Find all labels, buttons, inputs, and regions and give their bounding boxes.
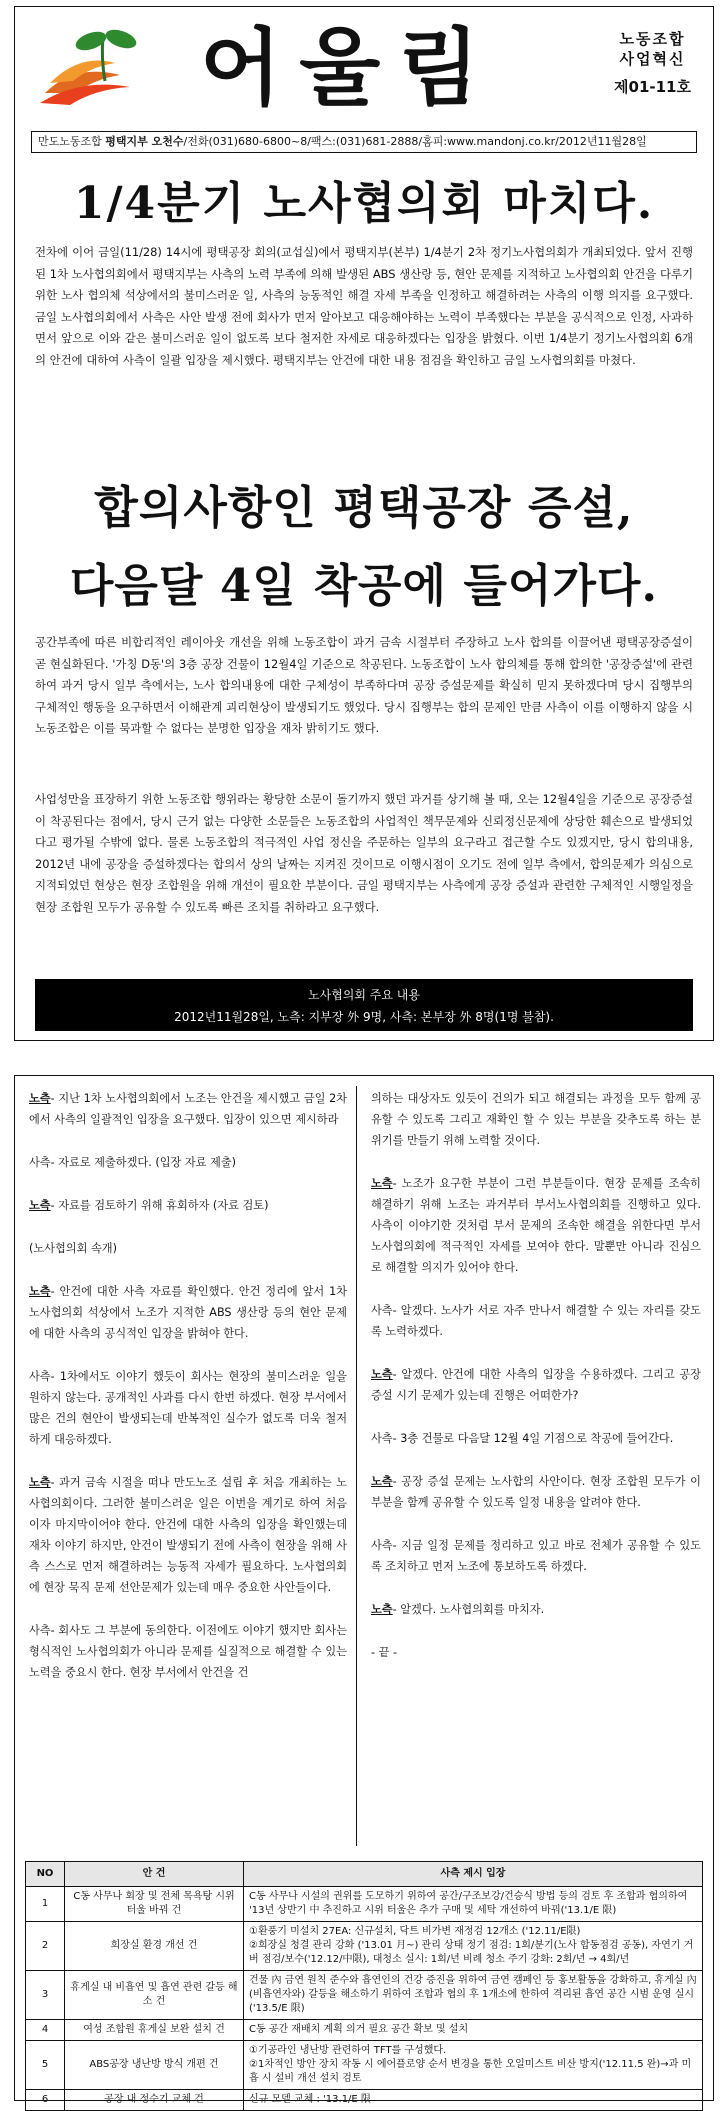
table-row [26,2041,703,2090]
speaker-label: 노측 [29,1092,51,1105]
info-prefix: 만도노동조합 [38,135,106,148]
headline-1: 1/4분기 노사협의회 마치다. [73,178,655,229]
minutes-text: - 자료를 검토하기 위해 휴회하자 (자료 검토) [50,1199,269,1212]
minutes-text: (노사협의회 속개) [29,1242,117,1255]
agenda-no: 3 [26,1971,65,2020]
contact-info-bar [31,131,697,153]
minutes-entry [371,1535,701,1577]
newsletter-page-1 [14,6,714,1041]
speaker-label: 노측 [371,1177,393,1190]
agenda-table-body [26,1887,703,2111]
agenda-item: 공장 내 정수기 교체 건 [65,2090,244,2111]
agenda-no: 6 [26,2090,65,2111]
article-paragraph-2: 공간부족에 따른 비합리적인 레이아웃 개선을 위해 노동조합이 과거 금속 시절부터 주장하고 노사 합의를 이끌어낸 평택공장증설이 곧 현실화된다. '가칭 D동'의 3층 공장 건물이 12월4일 기준으로 착공된다. 노동조합이 노사 합의체를 통해 합의한 '공장증설'에 관련하여 과거 당시 일부 측에서는, 노사 합의내용에 대한 구체성이 부족하다며 공장 증설문제를 확실히 믿지 못하겠다며 당시 집행부의 구체적인 행동을 요구하면서 이해관계 괴리현상이 발생되기도 했었다. 당시 집행부는 합의 문제인 만큼 사측이 이를 이행하지 않을 시 노동조합은 이를 묵과할 수 없다는 분명한 입장을 재차 밝히기도 했다. [35,635,693,735]
minutes-entry [29,1238,347,1259]
minutes-entry [371,1300,701,1342]
minutes-entry [29,1472,347,1598]
header-position: 사측 제시 입장 [244,1862,703,1887]
agenda-table-header [26,1862,703,1887]
agenda-position: C동 사무나 시설의 권위를 도모하기 위하여 공간/구조보강/건승식 방법 등의 검토 후 조합과 협의하여 '13년 상반기 中 추진하고 시위 터울은 추가 구매 및 세탁 개선하여 바꿔('13.1/E 限) [244,1887,703,1922]
header-item: 안 건 [65,1862,244,1887]
meeting-summary-box [35,979,693,1031]
speaker-label: 노측 [371,1603,393,1616]
minutes-text: 사측- 자료로 제출하겠다. (입장 자료 제출) [29,1156,237,1169]
minutes-text: 사측- 1차에서도 이야기 했듯이 회사는 현장의 불미스러운 일을 원하지 않는다. 공개적인 사과를 다시 한번 하겠다. 현장 부서에서 많은 건의 현안이 발생되는데 반복적인 실수가 없도록 더욱 철저하게 대응하겠다. [29,1370,347,1446]
info-contact: /전화(031)680-6800~8/팩스:(031)681-2888/홈피:www.mandonj.co.kr/2012년11월28일 [183,135,647,148]
minutes-entry [29,1088,347,1130]
minutes-entry [29,1620,347,1683]
agenda-position: 신규 모델 교체 : '13.1/E 限 [244,2090,703,2111]
speaker-label: 노측 [371,1475,393,1488]
agenda-item: ABS공장 냉난방 방식 개편 건 [65,2041,244,2090]
minutes-text: - 노조가 요구한 부분이 그런 부분들이다. 현장 문제를 조속히 해결하기 위해 노조는 과거부터 부서노사협의회를 진행하고 있다. 사측이 이야기한 것처럼 부서 문제의 조속한 해결을 위한다면 부서노사협의회에 적극적인 자세를 보여야 한다. 말뿐만 아니라 진심으로 해결할 의지가 있어야 한다. [371,1177,701,1274]
table-row [26,2090,703,2111]
agenda-position: ①환풍기 미설치 27EA: 신규설치, 닥트 비가변 재정검 12개소 ('12.11/E限) ②희장실 청결 관리 강화 ('13.01 月~) 관리 상태 정기 점검: 1회/분기(노사 합동점검 공동), 자연기 거버 점검/보수('12.12/中限), 대청소 실시: 1회/년 비례 청소 주기 강화: 2회/년 → 4회/년 [244,1922,703,1971]
sprout-logo-icon [35,23,155,113]
minutes-entry [371,1428,701,1449]
agenda-position: 건물 內 금연 원칙 준수와 흡연인의 건강 증진을 위하여 금연 캠페인 등 홍보활동을 강화하고, 휴게실 內 (비흡연자와) 갈등을 해소하기 위하여 조합과 협의 후 1개소에 한하여 격리된 흡연 공간 시범 운영 실시 ('13.5/E 限) [244,1971,703,2020]
table-row [26,1971,703,2020]
agenda-table [25,1861,703,2111]
issue-number: 제01-11호 [614,78,691,96]
minutes-entry [29,1195,347,1216]
minutes-left-column [29,1088,347,1705]
minutes-entry [371,1599,701,1620]
agenda-item: 여성 조합원 휴게실 보완 설치 건 [65,2020,244,2041]
headline-2-line-1: 합의사항인 평택공장 증설, [94,481,634,534]
minutes-text: 사측- 3층 건물로 다음달 12월 4일 기점으로 착공에 들어간다. [371,1432,674,1445]
agenda-item: C동 사무나 회장 및 전체 목욕탕 시위 터울 바꿔 건 [65,1887,244,1922]
summary-line: 2012년11월28일, 노측: 지부장 外 9명, 사측: 본부장 外 8명(1명 불참). [174,1010,554,1024]
speaker-label: 노측 [29,1476,51,1489]
minutes-entry [371,1364,701,1406]
agenda-position: ①기공라인 냉난방 관련하여 TFT를 구성했다. ②1차적인 방안 장치 작동 시 에어플로양 순서 변경을 통한 오일미스트 비산 방지('12.11.5 완)→과 미흡 시 설비 개선 설치 검토 [244,2041,703,2090]
table-row [26,1887,703,1922]
subtitle-line-1: 노동조합 [619,30,686,48]
agenda-position: C동 공간 재배치 계획 의거 필요 공간 확보 및 설치 [244,2020,703,2041]
minutes-entry [29,1152,347,1173]
speaker-label: 노측 [29,1199,51,1212]
newsletter-page-2 [14,1075,714,2105]
headline-2-line-2: 다음달 4일 착공에 들어가다. [69,559,659,612]
agenda-no: 5 [26,2041,65,2090]
minutes-text: - 안건에 대한 사측 자료를 확인했다. 안건 정리에 앞서 1차 노사협의회 석상에서 노조가 지적한 ABS 생산랑 등의 현안 문제에 대한 사측의 공식적인 입장을 밝혀야 한다. [29,1285,347,1340]
subtitle-line-2: 사업혁신 [619,50,686,68]
newsletter-title: 어울림 [200,19,498,117]
minutes-text: - 과거 금속 시절을 떠나 만도노조 설립 후 처음 개최하는 노사협의회이다. 그러한 불미스러운 일은 이번을 계기로 하여 처음이자 마지막이어야 한다. 안건에 대한 사측의 입장을 확인했는데 재차 이야기 하지만, 안건이 발생되기 전에 사측이 현장을 위해 사측 스스로 먼저 해결하려는 능동적 자세가 필요하다. 노사협의회에 현장 묵직 문제 선안문제가 있는데 매우 중요한 사안들이다. [29,1476,347,1594]
minutes-text: - 알겠다. 노사협의회를 마치자. [392,1603,545,1616]
minutes-text: - 공장 증설 문제는 노사합의 사안이다. 현장 조합원 모두가 이 부분을 함께 공유할 수 있도록 일정 내용을 알려야 한다. [371,1475,701,1509]
speaker-label: 노측 [371,1368,393,1381]
article-paragraph-3: 사업성만을 표장하기 위한 노동조합 행위라는 황당한 소문이 돌기까지 했던 과거를 상기해 볼 때, 오는 12월4일을 기준으로 공장증설이 착공된다는 점에서, 당시 근거 없는 다양한 소문들은 노동조합의 사업적인 책무문제와 신뢰정신문제에 상당한 훼손으로 발생되었다고 평가될 수밖에 없다. 물론 노동조합의 적극적인 사업 정신을 주문하는 일부의 요구라고 접근할 수도 있겠지만, 당시 합의내용, 2012년 내에 공장을 증설하겠다는 합의서 상의 날짜는 지켜진 것이므로 이행시점이 오기도 전에 일부 측에서, 합의문제가 의심으로 지적되었던 현상은 현장 조합원을 위해 개선이 필요한 부분이다. 금일 평택지부는 사측에게 공장 증설과 관련한 구체적인 시행일정을 현장 조합원 모두가 공유할 수 있도록 빠른 조치를 취하라고 요구했다. [35,792,693,914]
minutes-right-column [371,1088,701,1663]
newsletter-subtitle [605,29,700,97]
agenda-no: 1 [26,1887,65,1922]
end-mark: - 끝 - [371,1646,397,1659]
summary-title: 노사협의회 주요 내용 [308,988,420,1002]
minutes-text: 사측- 회사도 그 부분에 동의한다. 이전에도 이야기 했지만 회사는 형식적인 노사협의회가 아니라 문제를 실질적으로 해결할 수 있는 노력을 중요시 한다. 현장 부서에서 안건을 건 [29,1624,347,1679]
minutes-entry [29,1281,347,1344]
info-branch: 평택지부 오천수 [105,135,184,148]
speaker-label: 노측 [29,1285,51,1298]
minutes-text: 사측- 지금 일정 문제를 정리하고 있고 바로 전체가 공유할 수 있도록 조치하고 먼저 노조에 통보하도록 하겠다. [371,1539,701,1573]
minutes-text: 사측- 알겠다. 노사가 서로 자주 만나서 해결할 수 있는 자리를 갖도록 노력하겠다. [371,1304,701,1338]
minutes-entry [371,1173,701,1278]
agenda-no: 4 [26,2020,65,2041]
table-row [26,1922,703,1971]
minutes-entry [371,1471,701,1513]
masthead [15,7,713,125]
minutes-entry [29,1366,347,1450]
column-divider [356,1086,357,1846]
minutes-text: - 지난 1차 노사협의회에서 노조는 안건을 제시했고 금일 2차에서 사측의 일괄적인 입장을 요구했다. 입장이 있으면 제시하라 [29,1092,347,1126]
article-paragraph-1: 전차에 이어 금일(11/28) 14시에 평택공장 회의(교섭실)에서 평택지부(본부) 1/4분기 2차 정기노사협의회가 개최되었다. 앞서 진행된 1차 노사협의회에서 평택지부는 사측의 노력 부족에 의해 발생된 ABS 생산랑 등, 현안 문제를 지적하고 노사협의회 안건을 다루기 위한 노사 협의체 석상에서의 불미스러운 일, 사측의 능동적인 해결 자세 부족을 인정하고 해결하려는 사측의 이행 의지를 요구했다. 금일 노사협의회에서 사측은 사안 발생 전에 회사가 먼저 알아보고 대응해야하는 노력이 부족했다는 부분을 공식적으로 인정, 사과하면서 앞으로 이와 같은 불미스러운 일이 없도록 보다 철저한 자세로 대응하겠다는 입장을 밝혔다. 이번 1/4분기 정기노사협의회 6개의 안건에 대하여 사측이 일괄 입장을 제시했다. 평택지부는 안건에 대한 내용 점검을 확인하고 금일 노사협의회를 마쳤다. [35,245,693,367]
minutes-entry [371,1088,701,1151]
table-row [26,2020,703,2041]
minutes-text: - 알겠다. 안건에 대한 사측의 입장을 수용하겠다. 그리고 공장 증설 시기 문제가 있는데 진행은 어떠한가? [371,1368,701,1402]
minutes-text: 의하는 대상자도 있듯이 건의가 되고 해결되는 과정을 모두 함께 공유할 수 있도록 그리고 재확인 할 수 있는 부분을 갖추도록 하는 분위기를 만들기 위해 노력할 것이다. [371,1092,701,1147]
header-no: NO [26,1862,65,1887]
agenda-item: 휴게실 내 비흡연 및 흡연 관련 갈등 해소 건 [65,1971,244,2020]
agenda-no: 2 [26,1922,65,1971]
agenda-item: 희장실 환경 개선 건 [65,1922,244,1971]
headline-2 [15,469,713,625]
